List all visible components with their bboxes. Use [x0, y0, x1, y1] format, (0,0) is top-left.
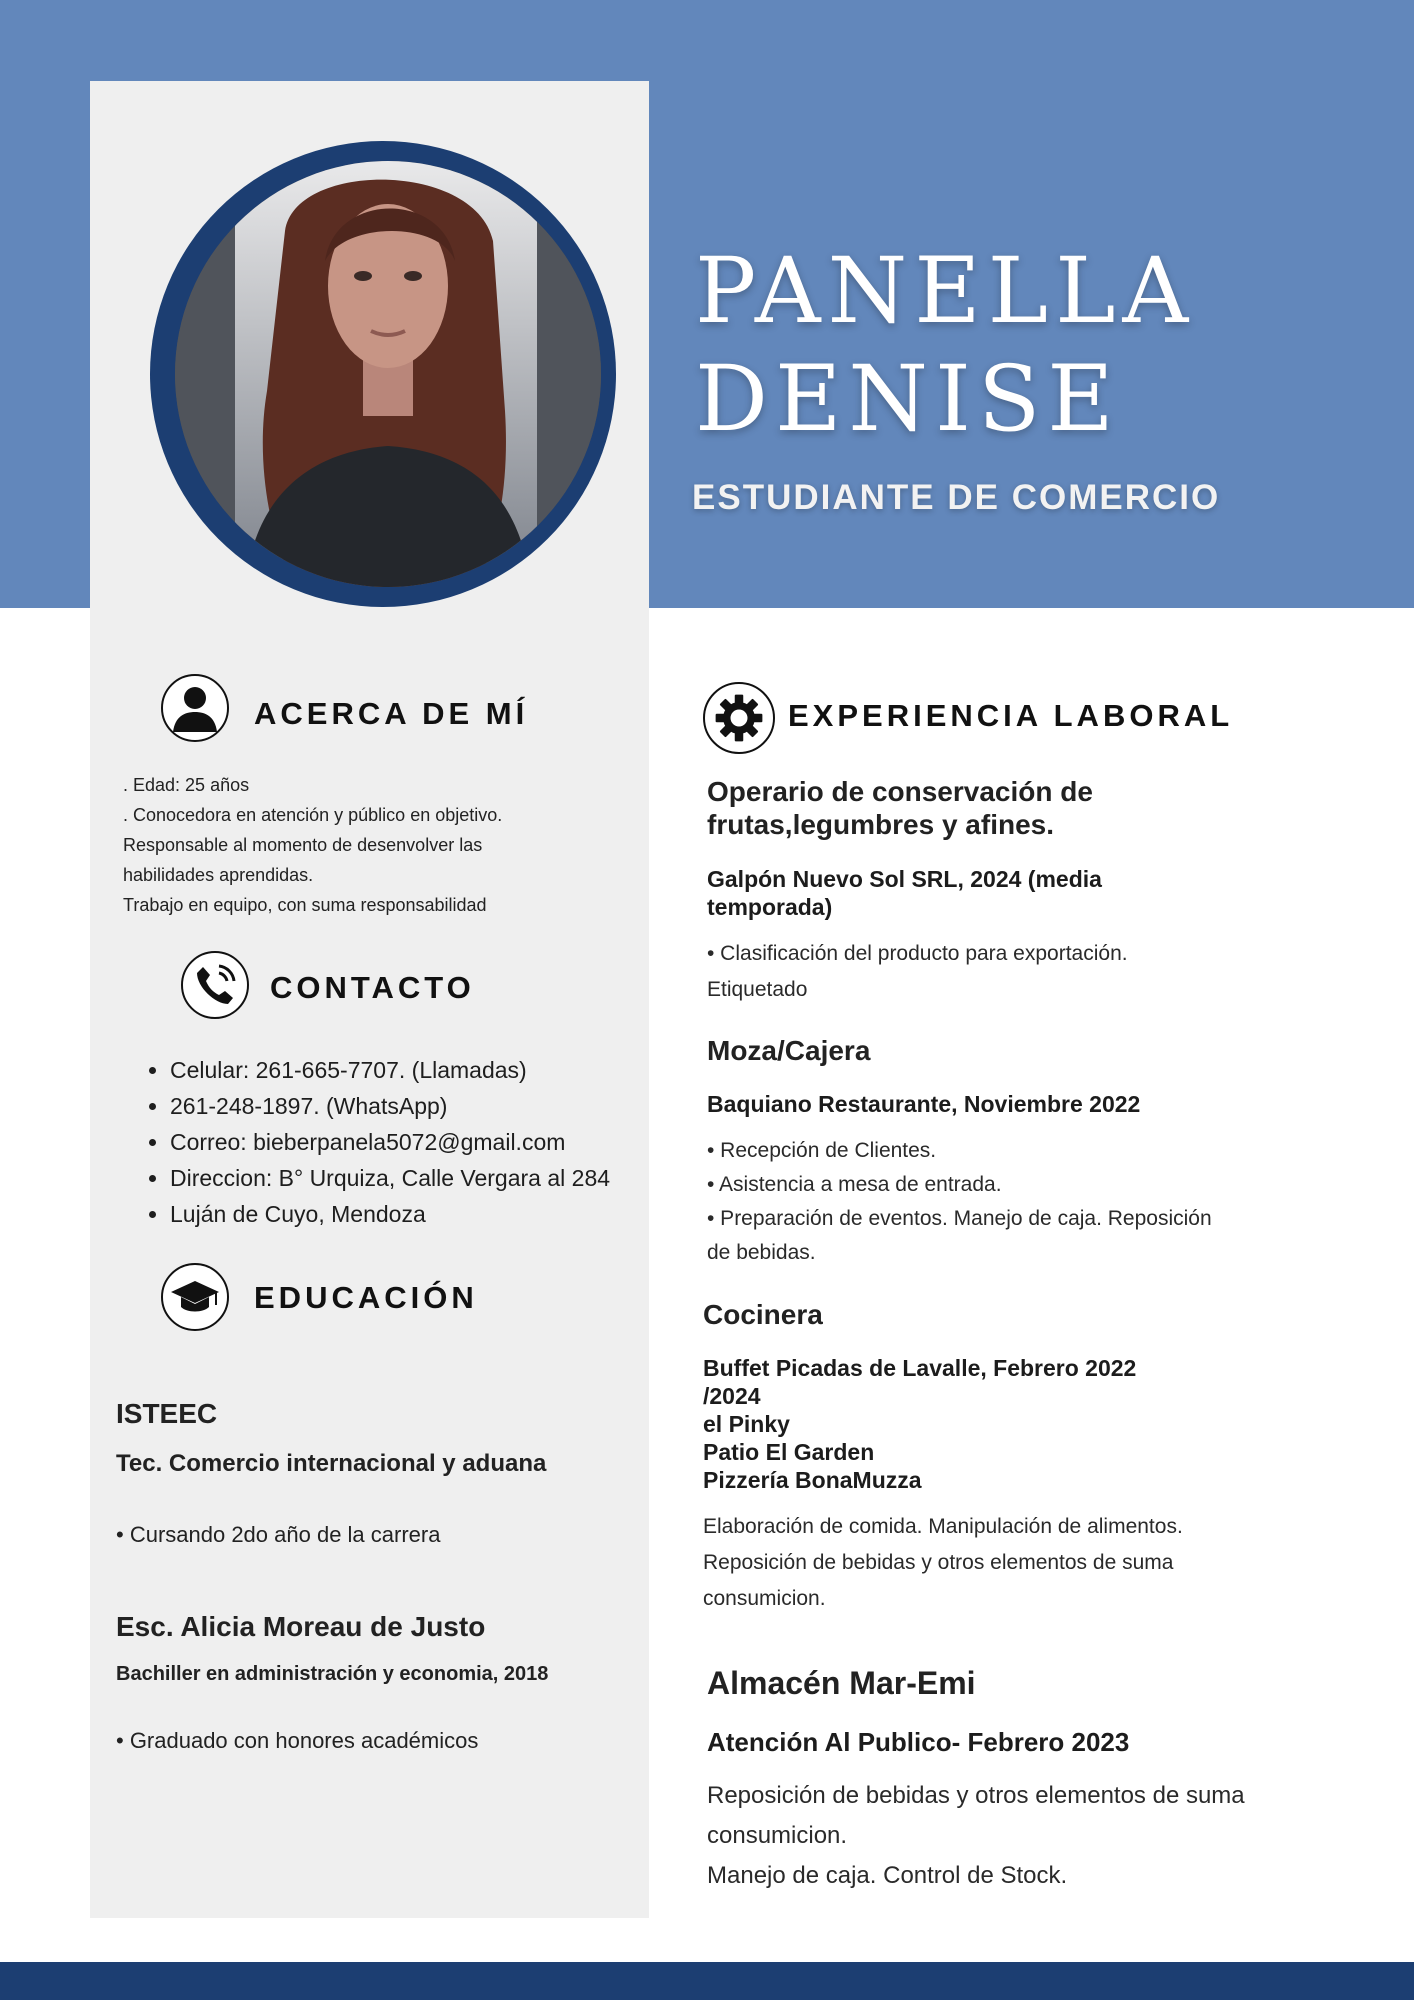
job-company-line: Pizzería BonaMuzza: [703, 1467, 922, 1493]
about-line: habilidades aprendidas.: [123, 865, 314, 885]
edu-school-1: ISTEEC: [116, 1398, 218, 1429]
job-title-3: Cocinera: [703, 1299, 823, 1330]
about-line: . Edad: 25 años: [123, 775, 250, 795]
job-company-line: el Pinky: [703, 1411, 790, 1437]
job-title-4: Almacén Mar-Emi: [707, 1665, 976, 1701]
education-heading: EDUCACIÓN: [254, 1280, 478, 1315]
profile-photo-frame: [150, 141, 616, 607]
job-company-line: Patio El Garden: [703, 1439, 875, 1465]
job-desc-line: • Asistencia a mesa de entrada.: [707, 1173, 1002, 1196]
job-title-line: frutas,legumbres y afines.: [707, 809, 1055, 840]
contact-item-address: • Direccion: B° Urquiza, Calle Vergara al 284: [170, 1160, 610, 1196]
job-desc-4: [707, 1776, 1245, 1896]
job-company-3: [703, 1354, 1136, 1494]
profile-photo: [175, 161, 601, 587]
contact-heading: CONTACTO: [270, 970, 475, 1005]
graduation-cap-icon: [161, 1263, 229, 1331]
job-company-line: Buffet Picadas de Lavalle, Febrero 2022: [703, 1355, 1137, 1381]
edu-school-2: Esc. Alicia Moreau de Justo: [116, 1611, 486, 1642]
job-desc-line: Manejo de caja. Control de Stock.: [707, 1862, 1068, 1889]
edu-note-1: • Cursando 2do año de la carrera: [116, 1522, 441, 1547]
contact-item-city: • Luján de Cuyo, Mendoza: [170, 1196, 610, 1232]
footer-band: [0, 1962, 1414, 2000]
job-company-line: temporada): [707, 894, 833, 920]
user-icon: [161, 674, 229, 742]
job-desc-line: • Preparación de eventos. Manejo de caja. Reposición: [707, 1207, 1212, 1230]
job-subtitle: ESTUDIANTE DE COMERCIO: [692, 478, 1221, 517]
contact-item-phone: • Celular: 261-665-7707. (Llamadas): [170, 1052, 610, 1088]
phone-icon: [181, 951, 249, 1019]
about-line: . Conocedora en atención y público en objetivo.: [123, 805, 503, 825]
job-desc-3: [703, 1509, 1183, 1617]
job-desc-line: Elaboración de comida. Manipulación de alimentos.: [703, 1515, 1183, 1538]
first-name: PANELLA: [695, 239, 1196, 344]
job-desc-1: [707, 936, 1128, 1008]
job-desc-line: • Recepción de Clientes.: [707, 1139, 937, 1162]
contact-item-whatsapp: • 261-248-1897. (WhatsApp): [170, 1088, 610, 1124]
job-company-line: /2024: [703, 1383, 761, 1409]
job-title-1: [707, 775, 1093, 841]
contact-list: [148, 1052, 610, 1232]
portrait-illustration: [175, 161, 601, 587]
edu-degree-1: Tec. Comercio internacional y aduana: [116, 1450, 547, 1477]
job-desc-line: consumicion.: [703, 1587, 826, 1610]
job-desc-line: • Clasificación del producto para exportación.: [707, 942, 1128, 965]
job-desc-line: Etiquetado: [707, 978, 808, 1001]
about-line: Responsable al momento de desenvolver las: [123, 835, 483, 855]
full-name: [695, 238, 1195, 454]
contact-item-email: • Correo: bieberpanela5072@gmail.com: [170, 1124, 610, 1160]
job-desc-line: Reposición de bebidas y otros elementos de suma: [707, 1782, 1245, 1809]
job-desc-line: consumicion.: [707, 1822, 848, 1849]
job-title-line: Operario de conservación de: [707, 776, 1093, 807]
last-name: DENISE: [695, 347, 1121, 452]
job-company-1: [707, 865, 1102, 921]
job-desc-line: de bebidas.: [707, 1241, 816, 1264]
experience-heading: EXPERIENCIA LABORAL: [788, 698, 1234, 733]
job-company-2: Baquiano Restaurante, Noviembre 2022: [707, 1091, 1141, 1117]
job-company-4: Atención Al Publico- Febrero 2023: [707, 1727, 1130, 1757]
job-company-line: Galpón Nuevo Sol SRL, 2024 (media: [707, 866, 1102, 892]
edu-degree-2: Bachiller en administración y economia, 2018: [116, 1663, 549, 1685]
job-title-2: Moza/Cajera: [707, 1035, 871, 1066]
about-line: Trabajo en equipo, con suma responsabilidad: [123, 895, 487, 915]
about-heading: ACERCA DE MÍ: [254, 696, 529, 731]
about-text: [123, 770, 643, 920]
gear-icon: [703, 682, 775, 754]
edu-note-2: • Graduado con honores académicos: [116, 1728, 479, 1753]
job-desc-line: Reposición de bebidas y otros elementos de suma: [703, 1551, 1174, 1574]
job-desc-2: [707, 1134, 1212, 1270]
